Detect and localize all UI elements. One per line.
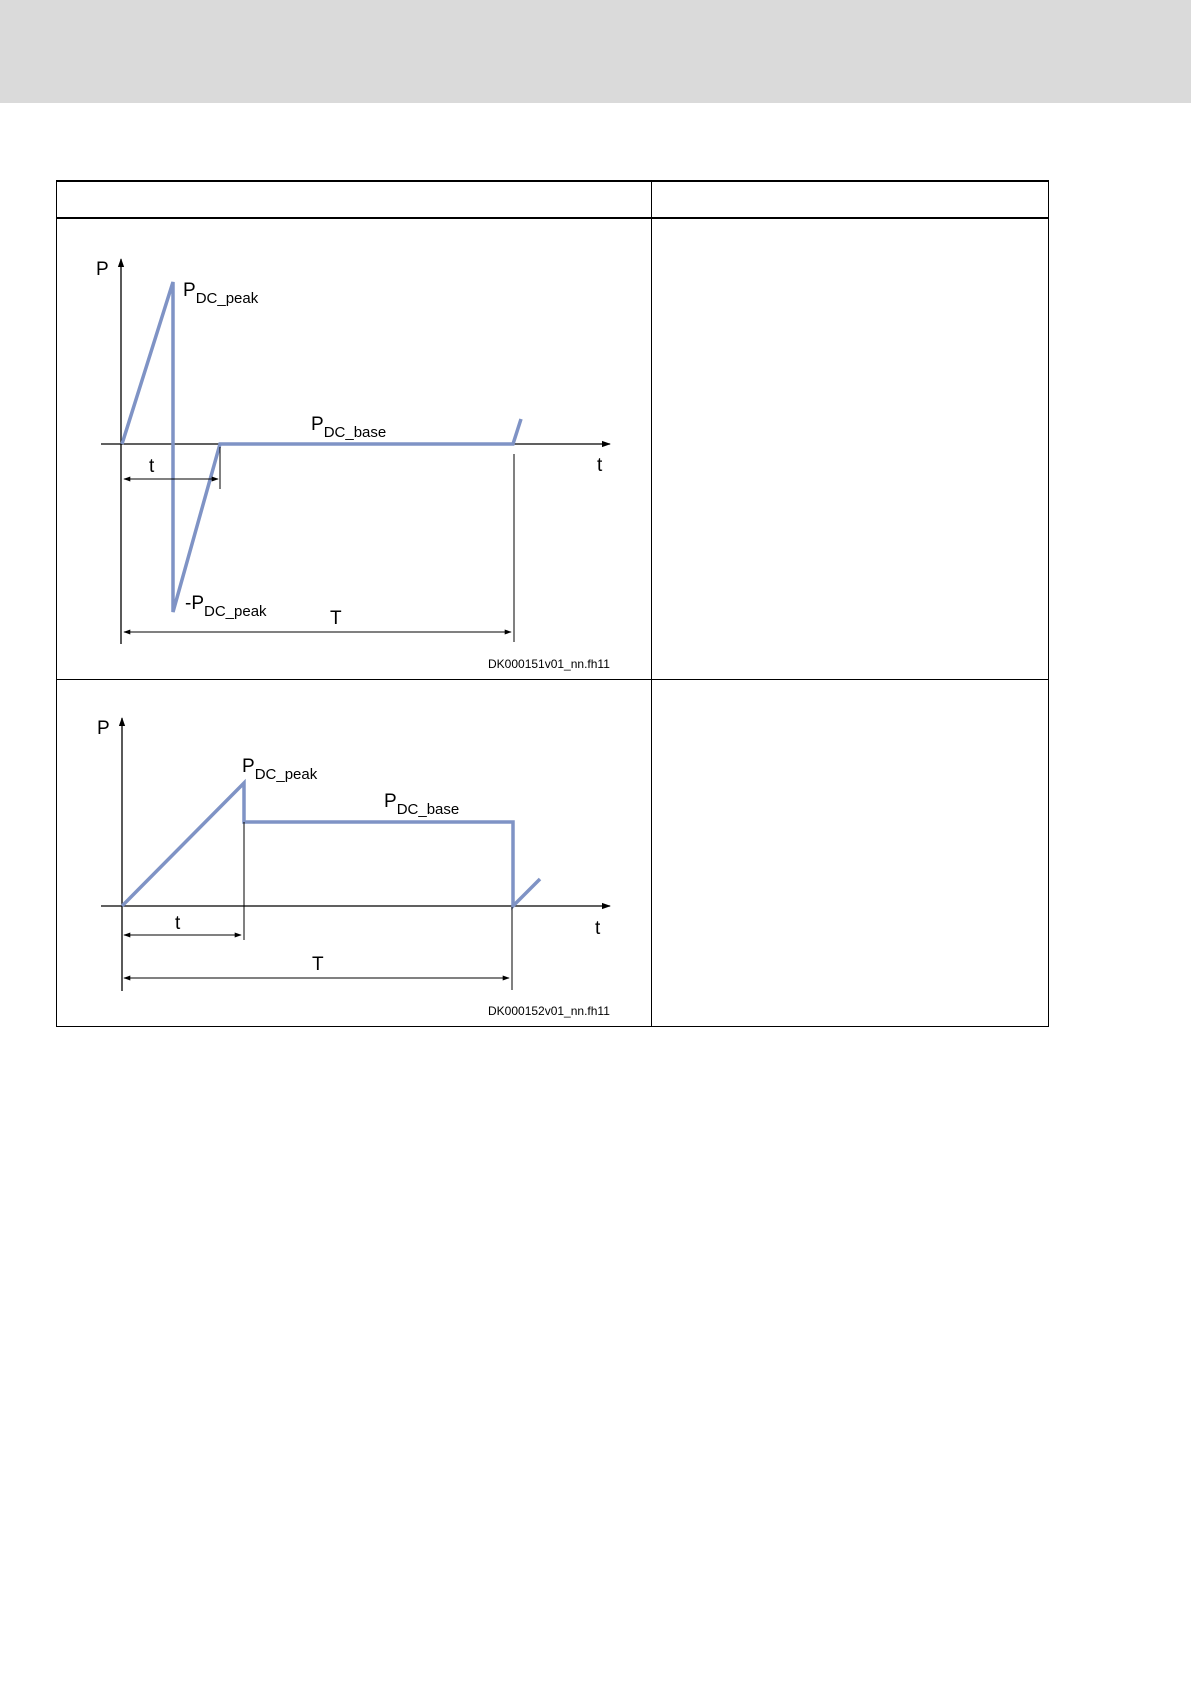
- power-profile-figure-1: [56, 219, 651, 679]
- base-label: $P_{DC\_base}$: [311, 414, 387, 441]
- base-label: $P_{DC\_base}$: [384, 791, 460, 818]
- figure-id-label: DK000151v01_nn.fh11: [488, 657, 610, 671]
- period-label: T: [312, 954, 324, 975]
- interval-short-label: t: [149, 456, 155, 477]
- peak-label: $P_{DC\_peak}$: [183, 280, 259, 307]
- period-label: T: [330, 608, 342, 629]
- table-column-divider: [651, 180, 652, 1027]
- y-axis-label: P: [96, 259, 109, 280]
- x-axis-label: t: [597, 455, 603, 476]
- table-top-rule: [56, 180, 1049, 182]
- figure-id-label: DK000152v01_nn.fh11: [488, 1004, 610, 1018]
- y-axis-label: P: [97, 718, 110, 739]
- table-row-divider: [56, 679, 1049, 680]
- interval-short-label: t: [175, 913, 181, 934]
- power-profile-figure-2: [56, 681, 651, 1027]
- table-right-border: [1048, 180, 1049, 1027]
- negative-peak-label: $-P_{DC\_peak}$: [185, 593, 267, 620]
- x-axis-label: t: [595, 918, 601, 939]
- power-curve: [122, 783, 540, 906]
- power-curve: [122, 282, 521, 612]
- peak-label: $P_{DC\_peak}$: [242, 756, 318, 783]
- header-band: [0, 0, 1191, 103]
